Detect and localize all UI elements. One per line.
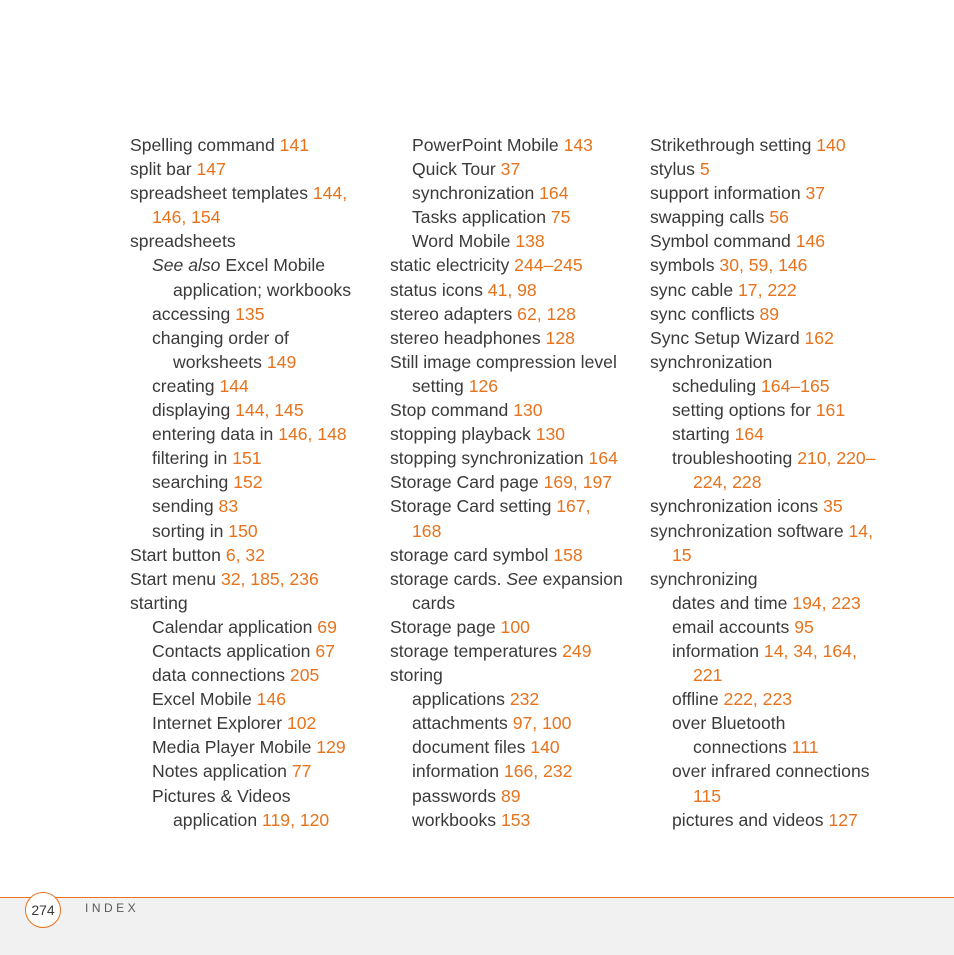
entry-text: Tasks application xyxy=(412,207,551,228)
index-entry xyxy=(390,615,640,639)
entry-text: offline xyxy=(672,689,724,710)
index-entry xyxy=(390,326,640,350)
page-reference[interactable]: 162 xyxy=(804,327,834,348)
index-entry xyxy=(650,494,900,518)
entry-text: Storage page xyxy=(390,616,501,637)
page-reference[interactable]: 128 xyxy=(545,327,575,348)
index-entry xyxy=(650,157,900,181)
index-entry xyxy=(130,302,375,326)
entry-text: over infrared connections xyxy=(672,761,870,782)
page-reference[interactable]: 6, 32 xyxy=(225,544,265,565)
index-entry xyxy=(650,711,900,735)
page-reference[interactable]: 5 xyxy=(699,159,710,180)
page-reference[interactable]: 164–165 xyxy=(761,375,830,396)
index-entry xyxy=(650,615,900,639)
page-number: 274 xyxy=(25,892,61,928)
index-entry xyxy=(650,253,900,277)
index-entry xyxy=(650,784,900,808)
index-entry xyxy=(390,567,640,591)
index-entry xyxy=(390,687,640,711)
page-reference[interactable]: 15 xyxy=(672,544,692,565)
entry-text: passwords xyxy=(412,785,501,806)
index-entry xyxy=(130,639,375,663)
page-reference[interactable]: 166, 232 xyxy=(503,761,573,782)
page-reference[interactable]: 56 xyxy=(769,207,789,228)
index-entry xyxy=(390,470,640,494)
index-entry xyxy=(130,711,375,735)
page-reference[interactable]: 140 xyxy=(816,135,846,155)
index-entry xyxy=(130,205,375,229)
entry-text: storage cards. xyxy=(390,568,507,589)
index-entry xyxy=(650,543,900,567)
page-reference[interactable]: 130 xyxy=(535,424,566,445)
index-entry xyxy=(390,494,640,518)
page-reference[interactable]: 77 xyxy=(291,761,312,782)
page-reference[interactable]: 89 xyxy=(759,303,780,324)
index-entry xyxy=(650,470,900,494)
index-entry xyxy=(130,543,375,567)
index-entry xyxy=(390,181,640,205)
entry-text: status icons xyxy=(390,279,488,300)
entry-text: PowerPoint Mobile xyxy=(412,135,564,155)
entry-text: searching xyxy=(152,472,234,493)
entry-text: stylus xyxy=(650,159,700,180)
page-reference[interactable]: 210, 220– xyxy=(797,448,876,469)
page-reference[interactable]: 205 xyxy=(289,665,320,686)
page-reference[interactable]: 37 xyxy=(805,183,826,204)
entry-text: synchronization xyxy=(412,183,540,204)
entry-text: Notes application xyxy=(152,761,292,782)
entry-text: stereo adapters xyxy=(390,303,518,324)
entry-text: static electricity xyxy=(390,255,515,276)
cross-reference-label: See xyxy=(506,568,538,589)
page-reference[interactable]: 144 xyxy=(219,375,249,396)
page-reference[interactable]: 115 xyxy=(693,785,722,806)
index-entry xyxy=(390,711,640,735)
page-reference[interactable]: 129 xyxy=(316,737,346,758)
entry-text: stopping synchronization xyxy=(390,448,589,469)
index-entry xyxy=(130,133,375,157)
entry-text: information xyxy=(672,640,764,661)
entry-text: Storage Card setting xyxy=(390,496,557,517)
entry-text: applications xyxy=(412,689,510,710)
entry-text: Quick Tour xyxy=(412,159,501,180)
entry-text: Pictures & Videos xyxy=(152,785,291,806)
index-entry xyxy=(650,326,900,350)
index-entry xyxy=(390,663,640,687)
page-reference[interactable]: 147 xyxy=(196,159,226,180)
page-reference[interactable]: 14, xyxy=(848,520,873,541)
page-reference[interactable]: 126 xyxy=(468,375,499,396)
page-reference[interactable]: 89 xyxy=(500,785,521,806)
index-entry xyxy=(130,470,375,494)
index-entry xyxy=(130,181,375,205)
entry-text: workbooks xyxy=(412,809,501,830)
entry-text: sorting in xyxy=(152,520,229,541)
page-reference[interactable]: 135 xyxy=(235,303,265,324)
section-label: INDEX xyxy=(85,901,140,915)
page-reference[interactable]: 62, 128 xyxy=(517,303,576,324)
index-entry xyxy=(130,157,375,181)
entry-text: setting xyxy=(412,375,469,396)
index-entry xyxy=(650,759,900,783)
page-reference[interactable]: 169, 197 xyxy=(543,472,613,493)
index-entry xyxy=(650,422,900,446)
page-reference[interactable]: 221 xyxy=(693,665,723,686)
entry-text: entering data in xyxy=(152,424,279,445)
index-entry xyxy=(650,350,900,374)
index-entry xyxy=(650,181,900,205)
page-reference[interactable]: 144, 145 xyxy=(235,400,304,421)
entry-text: accessing xyxy=(152,303,236,324)
entry-text: swapping calls xyxy=(650,207,770,228)
entry-text: starting xyxy=(130,592,188,613)
entry-text: storing xyxy=(390,665,443,686)
page-reference[interactable]: 83 xyxy=(218,496,239,517)
index-entry xyxy=(130,229,375,253)
index-entry xyxy=(130,374,375,398)
entry-text: application; workbooks xyxy=(173,279,351,300)
index-entry xyxy=(130,759,375,783)
page-reference[interactable]: 168 xyxy=(412,520,442,541)
index-entry xyxy=(130,735,375,759)
index-entry xyxy=(650,398,900,422)
index-entry xyxy=(130,350,375,374)
entry-text: support information xyxy=(650,183,806,204)
entry-text: information xyxy=(412,761,504,782)
entry-text: dates and time xyxy=(672,592,793,613)
entry-text: synchronizing xyxy=(650,568,758,589)
page-reference[interactable]: 164 xyxy=(734,424,764,445)
entry-text: pictures and videos xyxy=(672,809,829,830)
entry-text: email accounts xyxy=(672,616,795,637)
index-entry xyxy=(650,735,900,759)
page-reference[interactable]: 224, 228 xyxy=(693,472,762,493)
page-reference[interactable]: 138 xyxy=(515,231,545,252)
index-entry xyxy=(390,639,640,663)
page-reference[interactable]: 146, 148 xyxy=(278,424,347,445)
entry-text: Storage Card page xyxy=(390,472,544,493)
index-entry xyxy=(650,446,900,470)
index-entry xyxy=(650,133,900,157)
page-reference[interactable]: 140 xyxy=(530,737,560,758)
page-reference[interactable]: 97, 100 xyxy=(512,713,572,734)
entry-text: filtering in xyxy=(152,448,233,469)
index-entry xyxy=(390,519,640,543)
entry-text: spreadsheets xyxy=(130,231,236,252)
index-entry xyxy=(650,229,900,253)
entry-text: scheduling xyxy=(672,375,762,396)
entry-text: Symbol command xyxy=(650,231,796,252)
index-entry xyxy=(130,494,375,518)
index-entry xyxy=(390,759,640,783)
entry-text: setting options for xyxy=(672,400,816,421)
index-entry xyxy=(390,229,640,253)
index-entry xyxy=(130,567,375,591)
page-reference[interactable]: 14, 34, 164, xyxy=(763,640,857,661)
footer-band xyxy=(0,897,954,955)
page-reference[interactable]: 153 xyxy=(500,809,531,830)
index-entry xyxy=(650,663,900,687)
entry-text: Stop command xyxy=(390,400,514,421)
entry-text: Sync Setup Wizard xyxy=(650,327,805,348)
index-entry xyxy=(390,446,640,470)
entry-text: worksheets xyxy=(173,351,267,372)
entry-text: storage temperatures xyxy=(390,640,563,661)
index-entry xyxy=(390,422,640,446)
page-reference[interactable]: 150 xyxy=(228,520,258,541)
index-entry xyxy=(390,157,640,181)
entry-text: storage card symbol xyxy=(390,544,554,565)
page-reference[interactable]: 32, 185, 236 xyxy=(220,568,319,589)
entry-text: Still image compression level xyxy=(390,351,617,372)
index-entry xyxy=(650,687,900,711)
index-entry xyxy=(390,591,640,615)
index-entry xyxy=(390,784,640,808)
entry-text: document files xyxy=(412,737,531,758)
entry-text: Contacts application xyxy=(152,640,316,661)
page-reference[interactable]: 149 xyxy=(266,351,297,372)
page-reference[interactable]: 130 xyxy=(513,400,543,421)
page-reference[interactable]: 167, xyxy=(556,496,591,517)
entry-text: synchronization icons xyxy=(650,496,824,517)
index-column-1 xyxy=(130,133,375,832)
index-entry xyxy=(650,302,900,326)
page-reference[interactable]: 164 xyxy=(588,448,618,469)
index-entry xyxy=(130,398,375,422)
entry-text: synchronization software xyxy=(650,520,849,541)
entry-text: symbols xyxy=(650,255,720,276)
index-entry xyxy=(130,278,375,302)
page-reference[interactable]: 232 xyxy=(509,689,540,710)
entry-text: starting xyxy=(672,424,735,445)
page-reference[interactable]: 249 xyxy=(562,640,592,661)
entry-text: split bar xyxy=(130,159,197,180)
page-reference[interactable]: 41, 98 xyxy=(487,279,537,300)
page-reference[interactable]: 222, 223 xyxy=(723,689,793,710)
entry-text: Excel Mobile xyxy=(220,255,326,276)
index-entry xyxy=(650,808,900,832)
index-entry xyxy=(130,663,375,687)
entry-text: Calendar application xyxy=(152,616,318,637)
entry-text: changing order of xyxy=(152,327,289,348)
page-reference[interactable]: 144, xyxy=(312,183,348,204)
page-reference[interactable]: 152 xyxy=(233,472,263,493)
index-entry xyxy=(650,639,900,663)
entry-text: creating xyxy=(152,375,220,396)
index-entry xyxy=(650,205,900,229)
page-reference[interactable]: 194, 223 xyxy=(792,592,861,613)
index-entry xyxy=(390,398,640,422)
page-reference[interactable]: 161 xyxy=(815,400,846,421)
entry-text: connections xyxy=(693,737,792,758)
entry-text: Start menu xyxy=(130,568,221,589)
index-entry xyxy=(130,808,375,832)
page-reference[interactable]: 102 xyxy=(286,713,317,734)
index-entry xyxy=(390,253,640,277)
index-entry xyxy=(650,278,900,302)
index-entry xyxy=(650,567,900,591)
page-reference[interactable]: 30, 59, 146 xyxy=(719,255,808,276)
index-entry xyxy=(390,543,640,567)
index-entry xyxy=(390,735,640,759)
page-reference[interactable]: 35 xyxy=(823,496,843,517)
page-reference[interactable]: 141 xyxy=(279,135,309,155)
page-reference[interactable]: 37 xyxy=(500,159,521,180)
index-entry xyxy=(130,253,375,277)
entry-text: attachments xyxy=(412,713,513,734)
page-reference[interactable]: 143 xyxy=(563,135,593,155)
cross-reference-label: See also xyxy=(152,255,221,276)
index-entry xyxy=(130,687,375,711)
page-reference[interactable]: 151 xyxy=(232,448,262,469)
entry-text: application xyxy=(173,809,263,830)
page-reference[interactable]: 95 xyxy=(794,616,814,637)
index-entry xyxy=(650,591,900,615)
index-entry xyxy=(390,808,640,832)
entry-text: sync conflicts xyxy=(650,303,760,324)
index-entry xyxy=(390,278,640,302)
entry-text: spreadsheet templates xyxy=(130,183,313,204)
index-entry xyxy=(130,591,375,615)
entry-text: Internet Explorer xyxy=(152,713,287,734)
page-reference[interactable]: 146, 154 xyxy=(152,207,221,228)
index-entry xyxy=(650,519,900,543)
page-reference[interactable]: 67 xyxy=(315,640,335,661)
index-entry xyxy=(390,350,640,374)
index-entry xyxy=(130,784,375,808)
index-entry xyxy=(650,374,900,398)
page-reference[interactable]: 111 xyxy=(791,737,819,758)
index-entry xyxy=(130,519,375,543)
entry-text: Media Player Mobile xyxy=(152,737,317,758)
entry-text: stopping playback xyxy=(390,424,536,445)
entry-text: Start button xyxy=(130,544,226,565)
index-column-2 xyxy=(390,133,640,832)
index-entry xyxy=(130,326,375,350)
page-reference[interactable]: 75 xyxy=(550,207,571,228)
page-reference[interactable]: 119, 120 xyxy=(262,809,330,830)
entry-text: displaying xyxy=(152,400,236,421)
entry-text: stereo headphones xyxy=(390,327,546,348)
index-entry xyxy=(390,302,640,326)
page-reference[interactable]: 100 xyxy=(500,616,530,637)
page-reference[interactable]: 146 xyxy=(795,231,826,252)
entry-text: over Bluetooth xyxy=(672,713,786,734)
index-entry xyxy=(130,446,375,470)
index-entry xyxy=(130,422,375,446)
entry-text: troubleshooting xyxy=(672,448,798,469)
index-entry xyxy=(130,615,375,639)
index-entry xyxy=(390,205,640,229)
page-reference[interactable]: 69 xyxy=(317,616,337,637)
page-reference[interactable]: 158 xyxy=(553,544,583,565)
page-reference[interactable]: 17, 222 xyxy=(738,279,797,300)
page-reference[interactable]: 146 xyxy=(256,689,286,710)
entry-text: sync cable xyxy=(650,279,739,300)
entry-text: sending xyxy=(152,496,219,517)
entry-text: data connections xyxy=(152,665,290,686)
entry-text: synchronization xyxy=(650,351,773,372)
entry-text: Spelling command xyxy=(130,135,280,155)
index-column-3 xyxy=(650,133,900,832)
page-reference[interactable]: 164 xyxy=(539,183,569,204)
page-reference[interactable]: 127 xyxy=(828,809,858,830)
entry-text: cards xyxy=(412,592,456,613)
entry-text: Word Mobile xyxy=(412,231,516,252)
page-reference[interactable]: 244–245 xyxy=(514,255,583,276)
entry-text: Strikethrough setting xyxy=(650,135,817,155)
entry-text: Excel Mobile xyxy=(152,689,257,710)
entry-text: expansion xyxy=(537,568,623,589)
index-entry xyxy=(390,133,640,157)
index-entry xyxy=(390,374,640,398)
